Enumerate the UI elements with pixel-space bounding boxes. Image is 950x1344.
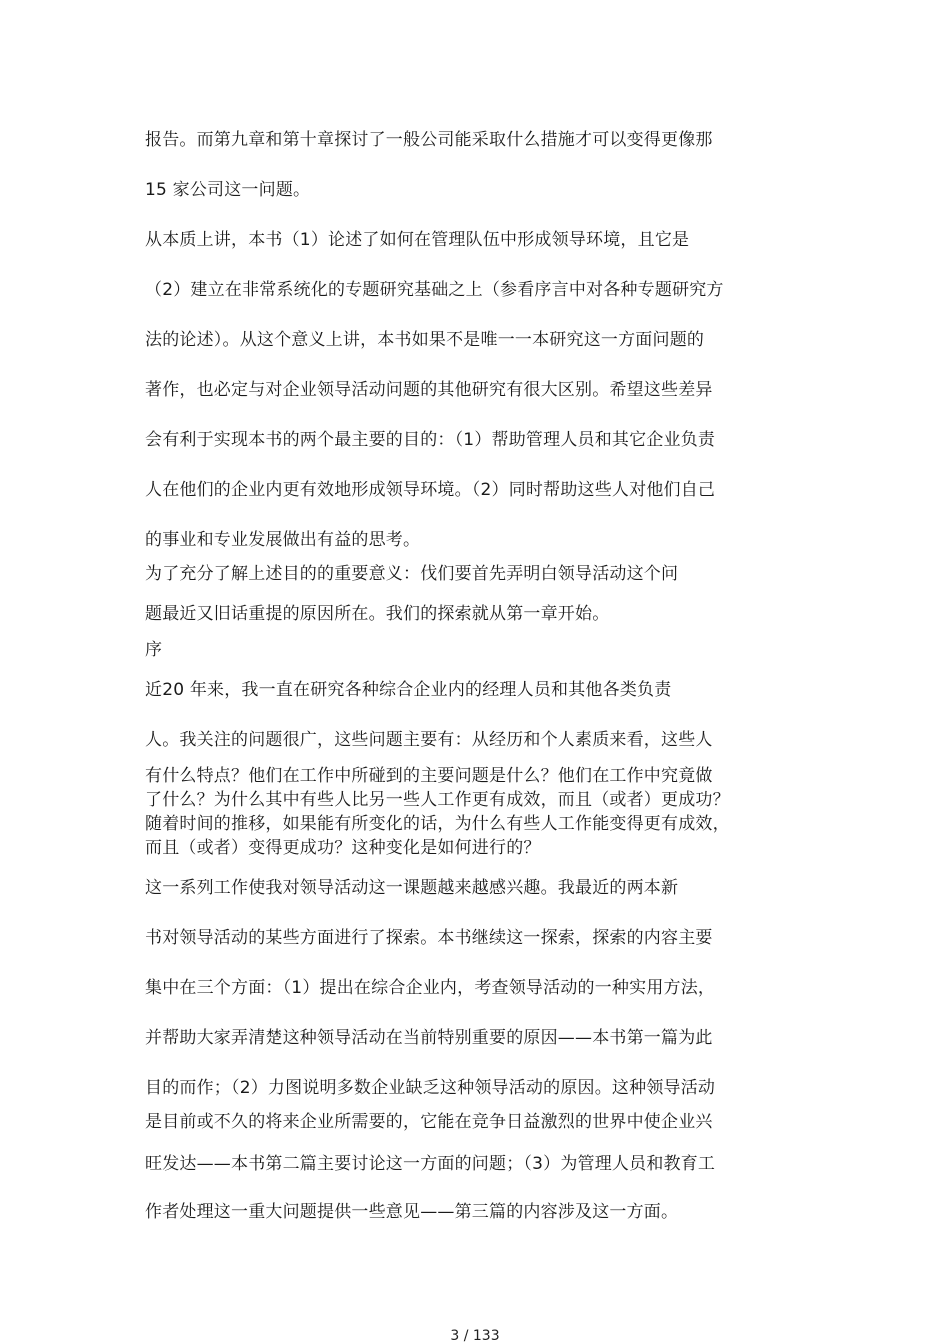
text-line: 作者处理这一重大问题提供一些意见——第三篇的内容涉及这一方面。 (145, 1202, 679, 1222)
text-line: 为了充分了解上述目的的重要意义：伐们要首先弄明白领导活动这个问 (145, 564, 679, 584)
text-line: 报告。而第九章和第十章探讨了一般公司能采取什么措施才可以变得更像那 (145, 130, 713, 150)
text-line: 书对领导活动的某些方面进行了探索。本书继续这一探索，探索的内容主要 (145, 928, 713, 948)
text-line: 人。我关注的问题很广，这些问题主要有：从经历和个人素质来看，这些人 (145, 730, 713, 750)
text-line: 15 家公司这一问题。 (145, 180, 311, 200)
text-line: 是目前或不久的将来企业所需要的，它能在竞争日益激烈的世界中使企业兴 (145, 1112, 713, 1132)
section-heading: 序 (145, 640, 163, 660)
text-line: 近20 年来，我一直在研究各种综合企业内的经理人员和其他各类负责 (145, 680, 672, 700)
text-line: 这一系列工作使我对领导活动这一课题越来越感兴趣。我最近的两本新 (145, 878, 679, 898)
text-line: 法的论述）。从这个意义上讲，本书如果不是唯一一本研究这一方面问题的 (145, 330, 705, 350)
text-line: 人在他们的企业内更有效地形成领导环境。（2）同时帮助这些人对他们自己 (145, 480, 716, 500)
text-line: 集中在三个方面：（1）提出在综合企业内，考查领导活动的一种实用方法， (145, 978, 716, 998)
text-line: 会有利于实现本书的两个最主要的目的：（1）帮助管理人员和其它企业负责 (145, 430, 716, 450)
text-line: 了什么？为什么其中有些人比另一些人工作更有成效，而且（或者）更成功？ (145, 790, 730, 810)
page-number: 3 / 133 (450, 1328, 500, 1344)
text-line: 题最近又旧话重提的原因所在。我们的探索就从第一章开始。 (145, 604, 610, 624)
text-line: 随着时间的推移，如果能有所变化的话，为什么有些人工作能变得更有成效， (145, 814, 730, 834)
text-line: 目的而作；（2）力图说明多数企业缺乏这种领导活动的原因。这种领导活动 (145, 1078, 716, 1098)
text-line: 著作，也必定与对企业领导活动问题的其他研究有很大区别。希望这些差异 (145, 380, 713, 400)
text-line: （2）建立在非常系统化的专题研究基础之上（参看序言中对各种专题研究方 (145, 280, 724, 300)
text-line: 的事业和专业发展做出有益的思考。 (145, 530, 421, 550)
text-line: 并帮助大家弄清楚这种领导活动在当前特别重要的原因——本书第一篇为此 (145, 1028, 713, 1048)
text-line: 有什么特点？他们在工作中所碰到的主要问题是什么？他们在工作中究竟做 (145, 766, 713, 786)
text-line: 旺发达——本书第二篇主要讨论这一方面的问题；（3）为管理人员和教育工 (145, 1154, 716, 1174)
text-line: 而且（或者）变得更成功？这种变化是如何进行的？ (145, 838, 541, 858)
text-line: 从本质上讲，本书（1）论述了如何在管理队伍中形成领导环境，且它是 (145, 230, 690, 250)
